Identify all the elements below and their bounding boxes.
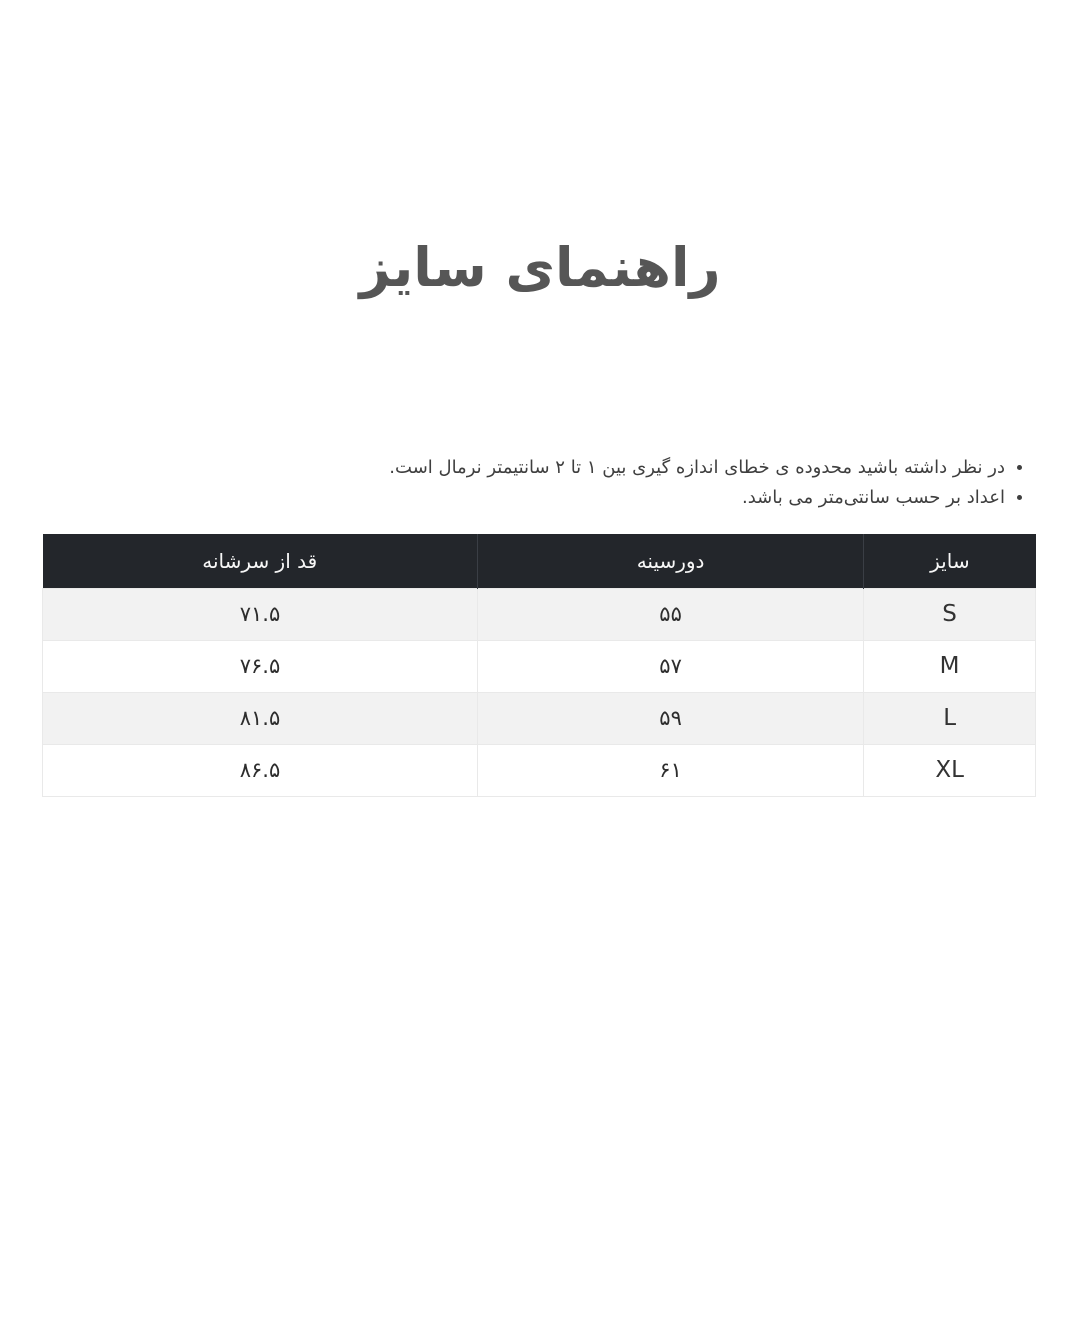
size-cell: XL	[864, 744, 1036, 796]
table-row-m	[43, 640, 1036, 692]
measurement-notes	[40, 453, 1025, 513]
col-header-chest: دورسینه	[477, 534, 863, 588]
size-table-header	[43, 534, 1036, 588]
note-measurement-tolerance: • در نظر داشته باشید محدوده ی خطای اندازه گیری بین ۱ تا ۲ سانتیمتر نرمال است.	[40, 453, 1005, 483]
table-row-l	[43, 692, 1036, 744]
table-row-xl	[43, 744, 1036, 796]
header-row	[43, 534, 1036, 588]
size-cell: M	[864, 640, 1036, 692]
shoulder-length-cell: ۸۱.۵	[43, 692, 478, 744]
size-guide-title: راهنمای سایز	[359, 236, 721, 299]
chest-cell: ۶۱	[477, 744, 863, 796]
size-table-body	[43, 588, 1036, 796]
col-header-shoulder-length: قد از سرشانه	[43, 534, 478, 588]
shoulder-length-cell: ۸۶.۵	[43, 744, 478, 796]
table-row-s	[43, 588, 1036, 640]
size-cell: S	[864, 588, 1036, 640]
chest-cell: ۵۷	[477, 640, 863, 692]
shoulder-length-cell: ۷۱.۵	[43, 588, 478, 640]
col-header-size: سایز	[864, 534, 1036, 588]
note-unit-centimeter: • اعداد بر حسب سانتی‌متر می باشد.	[40, 483, 1005, 513]
size-table	[42, 534, 1036, 797]
shoulder-length-cell: ۷۶.۵	[43, 640, 478, 692]
size-cell: L	[864, 692, 1036, 744]
chest-cell: ۵۹	[477, 692, 863, 744]
chest-cell: ۵۵	[477, 588, 863, 640]
